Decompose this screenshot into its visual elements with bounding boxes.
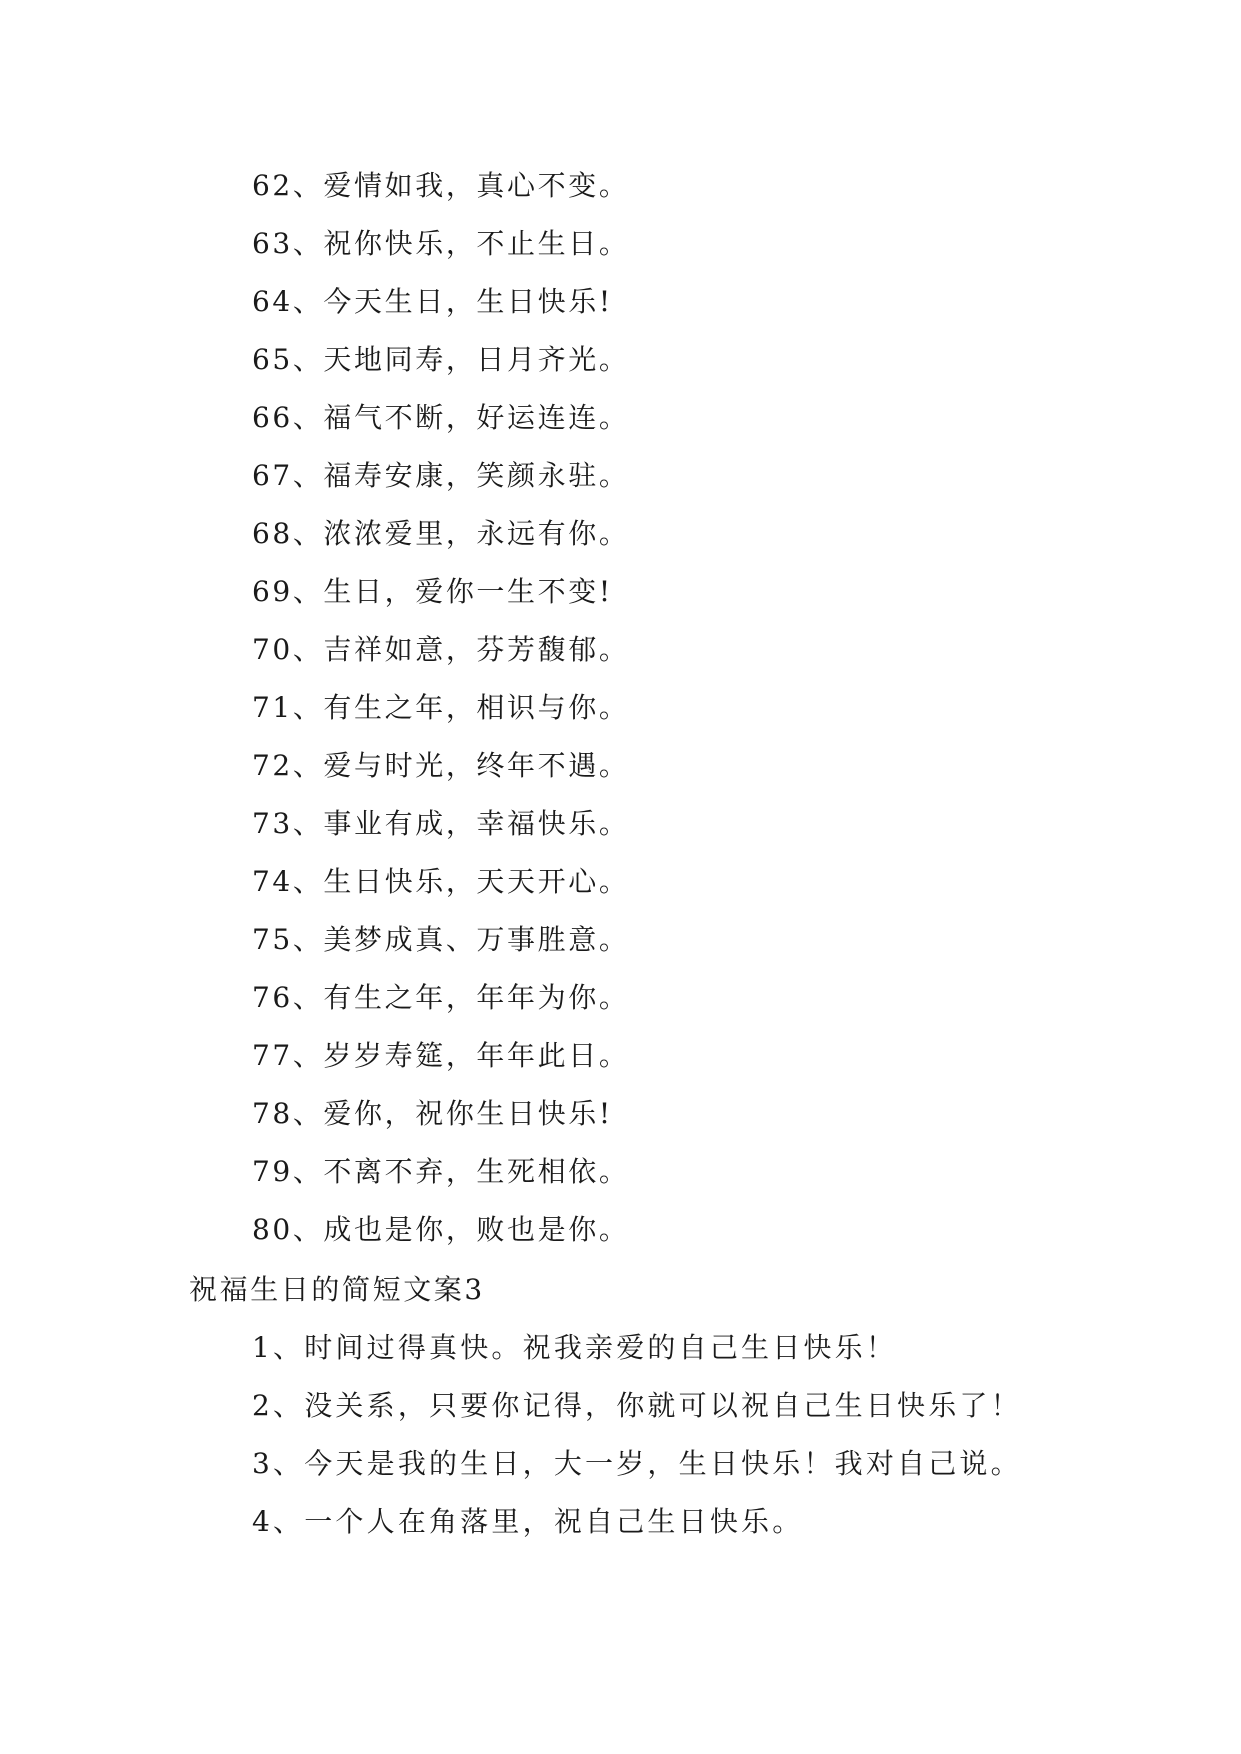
list-item: 62、爱情如我，真心不变。 <box>252 169 630 202</box>
list-item: 70、吉祥如意，芬芳馥郁。 <box>252 633 630 666</box>
list-item: 79、不离不弃，生死相依。 <box>252 1155 630 1188</box>
list-item: 80、成也是你，败也是你。 <box>252 1213 630 1246</box>
list-item: 2、没关系，只要你记得，你就可以祝自己生日快乐了！ <box>252 1389 1022 1422</box>
list-item: 74、生日快乐，天天开心。 <box>252 865 630 898</box>
section-heading: 祝福生日的简短文案3 <box>189 1273 485 1306</box>
list-item: 73、事业有成，幸福快乐。 <box>252 807 630 840</box>
list-item: 64、今天生日，生日快乐! <box>252 285 613 318</box>
list-item: 68、浓浓爱里，永远有你。 <box>252 517 630 550</box>
list-item: 77、岁岁寿筵，年年此日。 <box>252 1039 630 1072</box>
list-item: 71、有生之年，相识与你。 <box>252 691 630 724</box>
list-item: 76、有生之年，年年为你。 <box>252 981 630 1014</box>
list-item: 69、生日，爱你一生不变! <box>252 575 613 608</box>
list-item: 67、福寿安康，笑颜永驻。 <box>252 459 630 492</box>
list-item: 1、时间过得真快。祝我亲爱的自己生日快乐！ <box>252 1331 898 1364</box>
list-item: 3、今天是我的生日，大一岁，生日快乐！我对自己说。 <box>252 1447 1022 1480</box>
list-item: 72、爱与时光，终年不遇。 <box>252 749 630 782</box>
list-item: 65、天地同寿，日月齐光。 <box>252 343 630 376</box>
list-item: 63、祝你快乐，不止生日。 <box>252 227 630 260</box>
list-item: 75、美梦成真、万事胜意。 <box>252 923 630 956</box>
list-item: 78、爱你，祝你生日快乐! <box>252 1097 613 1130</box>
list-item: 4、一个人在角落里，祝自己生日快乐。 <box>252 1505 804 1538</box>
list-item: 66、福气不断，好运连连。 <box>252 401 630 434</box>
